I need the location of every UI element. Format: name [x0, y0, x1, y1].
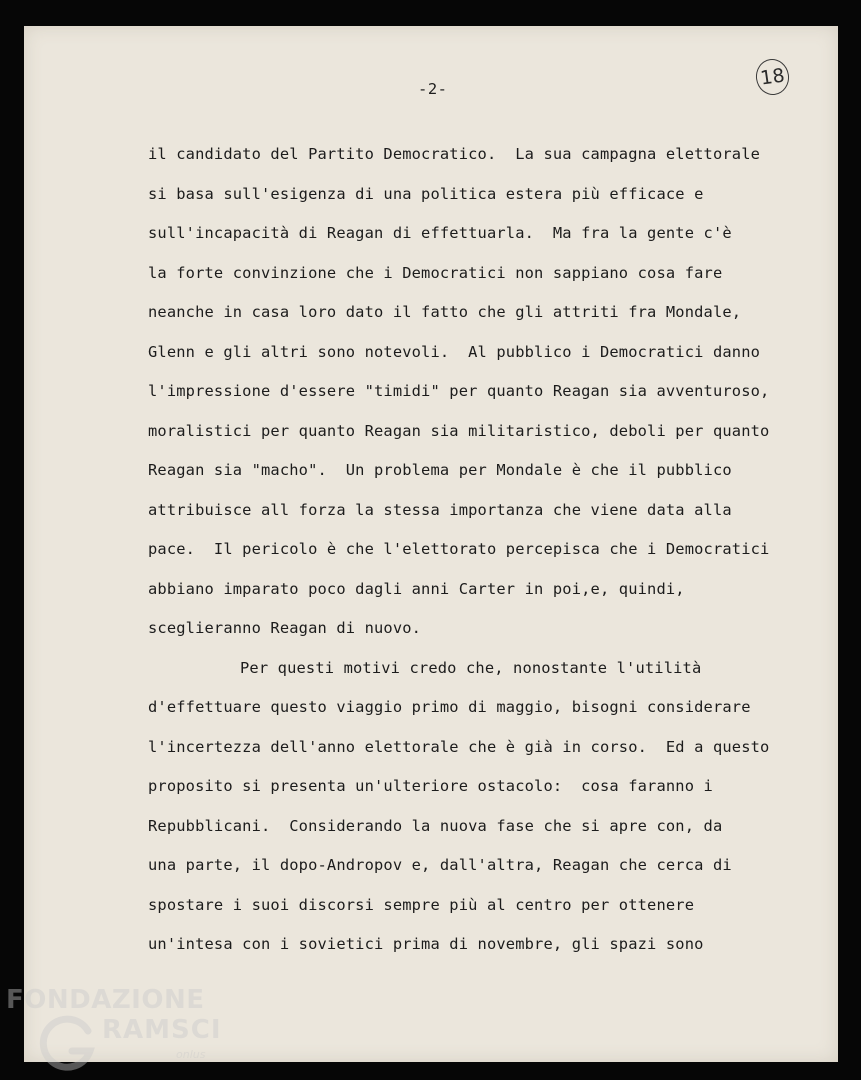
body-text: [148, 141, 769, 971]
text-line: sceglieranno Reagan di nuovo.: [148, 619, 422, 637]
document-page: [24, 26, 838, 1062]
text-line: d'effettuare questo viaggio primo di maggio, bisogni considerare: [148, 698, 751, 716]
text-line: Repubblicani. Considerando la nuova fase che si apre con, da: [148, 816, 723, 835]
text-line: pace. Il pericolo è che l'elettorato percepisca che i Democratici: [148, 540, 770, 558]
text-line: Glenn e gli altri sono notevoli. Al pubblico i Democratici danno: [148, 342, 761, 361]
watermark-fondazione: FONDAZIONE: [6, 985, 205, 1015]
text-line: sull'incapacità di Reagan di effettuarla. Ma fra la gente c'è: [148, 224, 732, 242]
text-line: neanche in casa loro dato il fatto che gli attriti fra Mondale,: [148, 303, 742, 321]
text-line: proposito si presenta un'ulteriore ostacolo: cosa faranno i: [148, 777, 713, 795]
text-line: l'incertezza dell'anno elettorale che è già in corso. Ed a questo: [148, 737, 770, 756]
text-line: spostare i suoi discorsi sempre più al centro per ottenere: [148, 895, 695, 914]
text-line: si basa sull'esigenza di una politica estera più efficace e: [148, 184, 704, 203]
text-line: Reagan sia "macho". Un problema per Mondale è che il pubblico: [148, 461, 732, 479]
fondazione-gramsci-watermark: [6, 985, 236, 1075]
text-line-indented: Per questi motivi credo che, nonostante l'utilità: [240, 658, 702, 677]
text-line: una parte, il dopo-Andropov e, dall'altra, Reagan che cerca di: [148, 856, 732, 874]
text-line: la forte convinzione che i Democratici non sappiano cosa fare: [148, 263, 723, 282]
page-number: -2-: [418, 80, 448, 98]
watermark-gramsci: RAMSCI: [102, 1015, 222, 1045]
text-line: moralistici per quanto Reagan sia militaristico, deboli per quanto: [148, 421, 770, 440]
text-line: abbiano imparato poco dagli anni Carter in poi,e, quindi,: [148, 579, 685, 598]
text-line: attribuisce all forza la stessa importanza che viene data alla: [148, 500, 732, 519]
gramsci-g-logo-icon: [36, 1011, 100, 1075]
watermark-onlus: onlus: [176, 1048, 206, 1061]
text-line: il candidato del Partito Democratico. La sua campagna elettorale: [148, 145, 761, 163]
folio-stamp: [754, 57, 792, 97]
folio-number: 18: [758, 64, 787, 90]
text-line: un'intesa con i sovietici prima di novembre, gli spazi sono: [148, 935, 704, 953]
text-line: l'impressione d'essere "timidi" per quanto Reagan sia avventuroso,: [148, 382, 770, 400]
